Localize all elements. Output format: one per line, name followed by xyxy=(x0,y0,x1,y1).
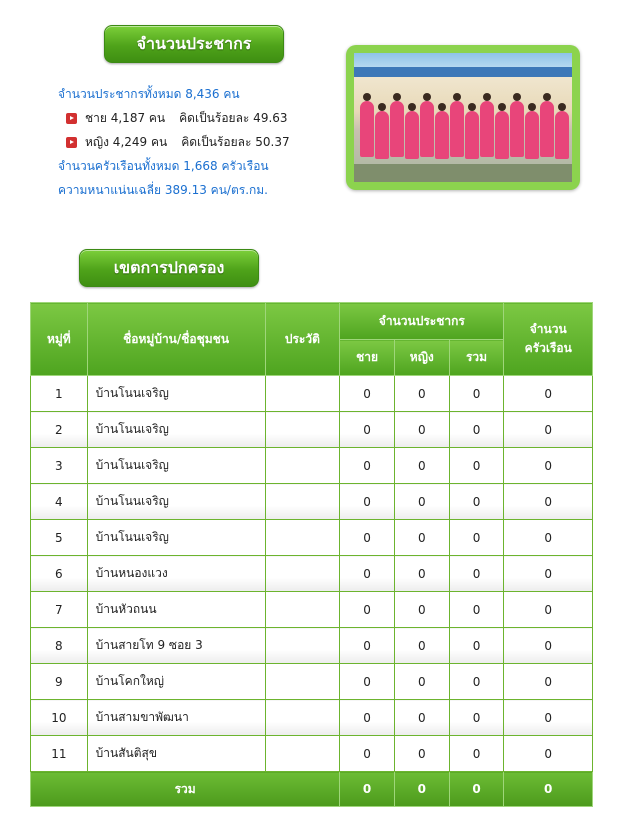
cell-male: 0 xyxy=(340,556,395,592)
cell-female: 0 xyxy=(394,376,449,412)
col-moo-header: หมู่ที่ xyxy=(31,303,88,376)
cell-village: บ้านสันติสุข xyxy=(87,736,265,772)
cell-history xyxy=(265,628,340,664)
cell-village: บ้านโนนเจริญ xyxy=(87,484,265,520)
col-households-header: จำนวน ครัวเรือน xyxy=(504,303,593,376)
female-stat xyxy=(58,130,290,154)
cell-moo: 1 xyxy=(31,376,88,412)
cell-history xyxy=(265,736,340,772)
col-male-header: ชาย xyxy=(340,340,395,376)
cell-history xyxy=(265,484,340,520)
cell-history xyxy=(265,520,340,556)
total-population: จำนวนประชากรทั้งหมด 8,436 คน xyxy=(58,87,240,101)
cell-history xyxy=(265,448,340,484)
cell-moo: 2 xyxy=(31,412,88,448)
cell-village: บ้านหนองแวง xyxy=(87,556,265,592)
cell-male: 0 xyxy=(340,628,395,664)
cell-households: 0 xyxy=(504,376,593,412)
cell-male: 0 xyxy=(340,700,395,736)
bullet-arrow-icon xyxy=(66,113,77,124)
cell-households: 0 xyxy=(504,736,593,772)
cell-village: บ้านสายโท 9 ซอย 3 xyxy=(87,628,265,664)
cell-total: 0 xyxy=(449,700,504,736)
total-label: รวม xyxy=(31,772,340,807)
cell-male: 0 xyxy=(340,520,395,556)
cell-households: 0 xyxy=(504,700,593,736)
cell-households: 0 xyxy=(504,448,593,484)
cell-moo: 4 xyxy=(31,484,88,520)
cell-moo: 11 xyxy=(31,736,88,772)
cell-village: บ้านโนนเจริญ xyxy=(87,448,265,484)
male-count: ชาย 4,187 คน xyxy=(85,111,166,125)
administration-header-button[interactable]: เขตการปกครอง xyxy=(79,249,259,287)
col-female-header: หญิง xyxy=(394,340,449,376)
table-row xyxy=(31,664,593,700)
bullet-arrow-icon xyxy=(66,137,77,148)
cell-total: 0 xyxy=(449,628,504,664)
col-total-header: รวม xyxy=(449,340,504,376)
cell-female: 0 xyxy=(394,484,449,520)
female-percent: คิดเป็นร้อยละ 50.37 xyxy=(181,135,290,149)
cell-female: 0 xyxy=(394,664,449,700)
table-row xyxy=(31,484,593,520)
cell-village: บ้านโนนเจริญ xyxy=(87,520,265,556)
cell-history xyxy=(265,700,340,736)
cell-village: บ้านโคกใหญ่ xyxy=(87,664,265,700)
total-households: 0 xyxy=(504,772,593,807)
cell-male: 0 xyxy=(340,664,395,700)
cell-total: 0 xyxy=(449,556,504,592)
cell-female: 0 xyxy=(394,556,449,592)
cell-households: 0 xyxy=(504,484,593,520)
cell-moo: 5 xyxy=(31,520,88,556)
cell-history xyxy=(265,592,340,628)
table-row xyxy=(31,556,593,592)
col-village-header: ชื่อหมู่บ้าน/ชื่อชุมชน xyxy=(87,303,265,376)
cell-female: 0 xyxy=(394,448,449,484)
table-row xyxy=(31,628,593,664)
cell-male: 0 xyxy=(340,736,395,772)
total-male: 0 xyxy=(340,772,395,807)
table-total-row xyxy=(31,772,593,807)
female-count: หญิง 4,249 คน xyxy=(85,135,168,149)
population-stats xyxy=(58,82,290,202)
col-population-header: จำนวนประชากร xyxy=(340,303,504,340)
cell-households: 0 xyxy=(504,592,593,628)
population-density: ความหนาแน่นเฉลี่ย 389.13 คน/ตร.กม. xyxy=(58,183,268,197)
cell-male: 0 xyxy=(340,448,395,484)
table-row xyxy=(31,376,593,412)
cell-moo: 9 xyxy=(31,664,88,700)
cell-male: 0 xyxy=(340,484,395,520)
group-photo-frame xyxy=(346,45,580,190)
cell-total: 0 xyxy=(449,592,504,628)
cell-female: 0 xyxy=(394,700,449,736)
cell-households: 0 xyxy=(504,556,593,592)
cell-moo: 3 xyxy=(31,448,88,484)
cell-total: 0 xyxy=(449,448,504,484)
cell-moo: 8 xyxy=(31,628,88,664)
population-header-button[interactable]: จำนวนประชากร xyxy=(104,25,284,63)
cell-moo: 7 xyxy=(31,592,88,628)
table-row xyxy=(31,736,593,772)
cell-total: 0 xyxy=(449,376,504,412)
cell-history xyxy=(265,412,340,448)
cell-female: 0 xyxy=(394,412,449,448)
table-row xyxy=(31,592,593,628)
cell-history xyxy=(265,376,340,412)
cell-female: 0 xyxy=(394,628,449,664)
cell-male: 0 xyxy=(340,412,395,448)
cell-households: 0 xyxy=(504,412,593,448)
table-row xyxy=(31,448,593,484)
cell-total: 0 xyxy=(449,736,504,772)
cell-total: 0 xyxy=(449,484,504,520)
cell-total: 0 xyxy=(449,412,504,448)
table-row xyxy=(31,520,593,556)
cell-female: 0 xyxy=(394,592,449,628)
total-female: 0 xyxy=(394,772,449,807)
cell-moo: 10 xyxy=(31,700,88,736)
cell-total: 0 xyxy=(449,520,504,556)
col-history-header: ประวัติ xyxy=(265,303,340,376)
administration-table xyxy=(30,302,593,807)
total-households: จำนวนครัวเรือนทั้งหมด 1,668 ครัวเรือน xyxy=(58,159,269,173)
cell-female: 0 xyxy=(394,736,449,772)
cell-male: 0 xyxy=(340,592,395,628)
table-row xyxy=(31,700,593,736)
male-percent: คิดเป็นร้อยละ 49.63 xyxy=(179,111,288,125)
cell-female: 0 xyxy=(394,520,449,556)
cell-history xyxy=(265,556,340,592)
cell-village: บ้านโนนเจริญ xyxy=(87,412,265,448)
cell-households: 0 xyxy=(504,628,593,664)
cell-village: บ้านโนนเจริญ xyxy=(87,376,265,412)
cell-village: บ้านหัวถนน xyxy=(87,592,265,628)
table-row xyxy=(31,412,593,448)
cell-total: 0 xyxy=(449,664,504,700)
cell-village: บ้านสามขาพัฒนา xyxy=(87,700,265,736)
cell-moo: 6 xyxy=(31,556,88,592)
cell-male: 0 xyxy=(340,376,395,412)
total-total: 0 xyxy=(449,772,504,807)
cell-households: 0 xyxy=(504,664,593,700)
cell-history xyxy=(265,664,340,700)
group-photo xyxy=(354,53,572,182)
male-stat xyxy=(58,106,290,130)
cell-households: 0 xyxy=(504,520,593,556)
